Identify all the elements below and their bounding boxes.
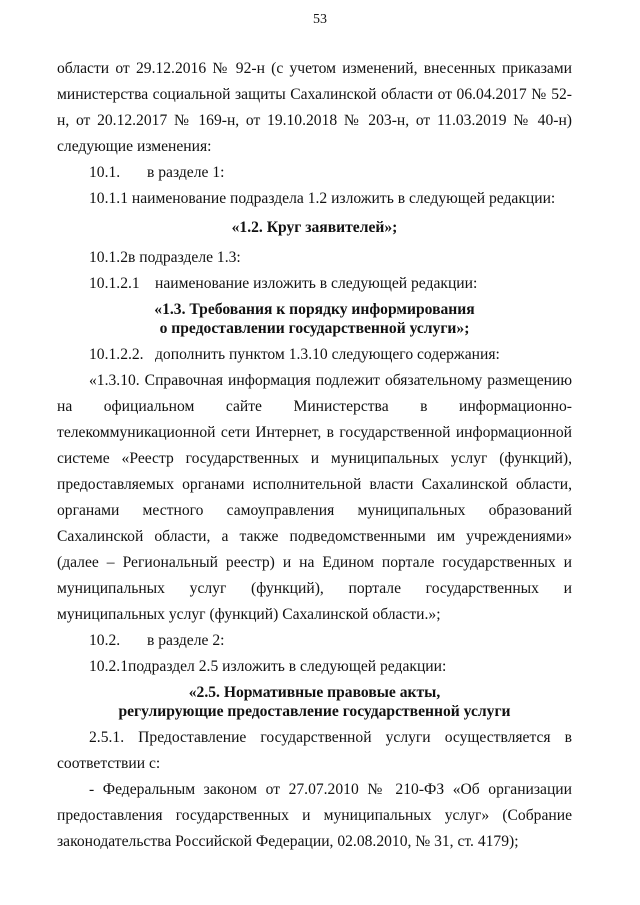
item-10-2 (57, 628, 572, 654)
item-text: в разделе 2: (147, 632, 225, 649)
heading-2-5 (57, 683, 572, 721)
heading-1-2: «1.2. Круг заявителей»; (231, 219, 398, 236)
heading-line: «1.3. Требования к порядку информирования (154, 301, 475, 318)
item-number: 10.1.2.1 (89, 275, 140, 292)
document-body (57, 56, 572, 855)
item-10-1-2-2 (57, 342, 572, 368)
heading-line: о предоставлении государственной услуги»; (159, 320, 470, 337)
heading-line: регулирующие предоставление государственной услуги (118, 703, 511, 720)
heading-line: «2.5. Нормативные правовые акты, (188, 684, 441, 701)
item-10-2-1 (57, 654, 572, 680)
paragraph-federal-law: - Федеральным законом от 27.07.2010 № 210-ФЗ «Об организации предоставления государственных и муниципальных услуг» (Собрание законодательства Российской Федерации, 02.08.2010, № 31, ст. 4179); (57, 781, 572, 850)
page-number: 53 (313, 12, 327, 27)
intro-paragraph: области от 29.12.2016 № 92-н (с учетом изменений, внесенных приказами министерства социальной защиты Сахалинской области от 06.04.2017 № 52-н, от 20.12.2017 № 169-н, от 19.10.2018 № 203-н, от 11.03.2019 № 40-н) следующие изменения: (57, 60, 572, 155)
item-10-1-2-1 (57, 271, 572, 297)
paragraph-2-5-1: 2.5.1. Предоставление государственной услуги осуществляется в соответствии с: (57, 729, 572, 772)
item-text: 10.2.1подраздел 2.5 изложить в следующей редакции: (89, 658, 447, 675)
heading-1-3 (57, 300, 572, 338)
item-number: 10.1.2.2. (89, 346, 144, 363)
item-text: 10.1.2в подразделе 1.3: (89, 249, 241, 266)
item-10-1-2 (57, 245, 572, 271)
paragraph-1-3-10: «1.3.10. Справочная информация подлежит обязательному размещению на официальном сайте Министерства в информационно-телекоммуникационной сети Интернет, в государственной информационной системе «Реестр государственных и муниципальных услуг (функций), предоставляемых органами исполнительной власти Сахалинской области, органами местного самоуправления муниципальных образований Сахалинской области, а также подведомственными им учреждениями» (далее – Региональный реестр) и на Едином портале государственных и муниципальных услуг (функций), портале государственных и муниципальных услуг (функций) Сахалинской области.»; (57, 372, 572, 623)
item-10-1-1 (57, 186, 572, 212)
item-text: 10.1.1 наименование подраздела 1.2 изложить в следующей редакции: (89, 190, 556, 207)
item-text: дополнить пунктом 1.3.10 следующего содержания: (155, 346, 500, 363)
item-text: в разделе 1: (147, 164, 225, 181)
item-number: 10.1. (89, 164, 121, 181)
item-text: наименование изложить в следующей редакции: (155, 275, 478, 292)
item-number: 10.2. (89, 632, 121, 649)
item-10-1 (57, 160, 572, 186)
